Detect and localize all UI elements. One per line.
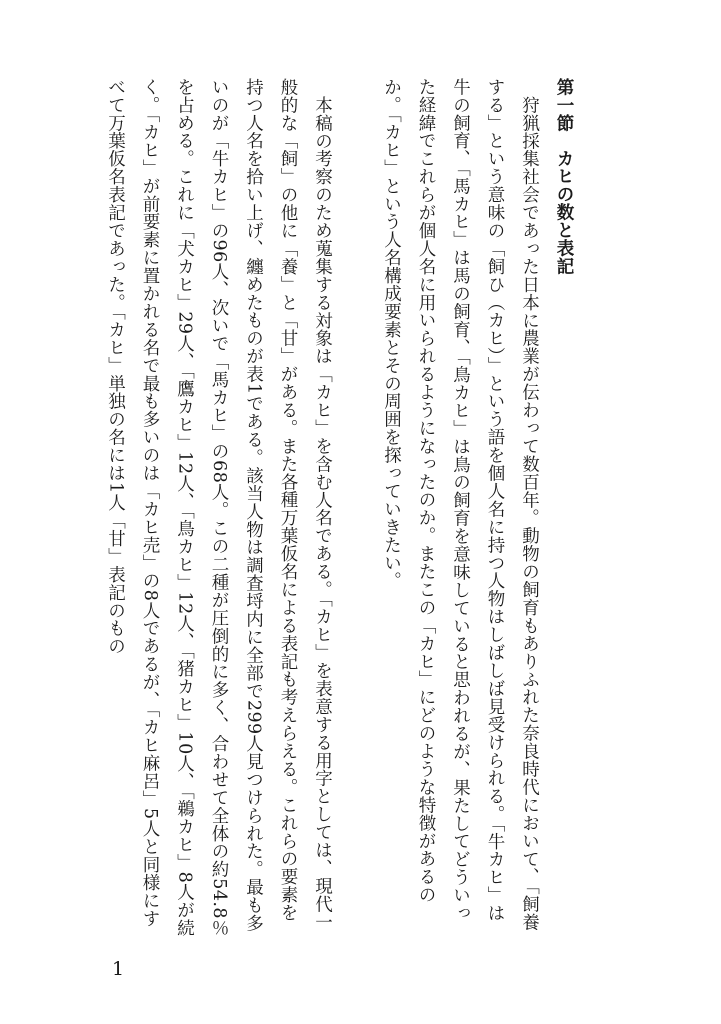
paragraph-spacer [340,78,375,96]
section-number: 第一節 [554,78,574,132]
vertical-text-body [105,78,581,938]
paragraph-intro: 狩猟採集社会であった日本に農業が伝わって数百年。動物の飼育もありふれた奈良時代において、「飼養する」という意味の「飼ひ（カヒ）」という語を個人名に持つ人物はしばしば見受けられる。「牛カヒ」は牛の飼育、「馬カヒ」は馬の飼育、「鳥カヒ」は鳥の飼育を意味していると思われるが、果たしてどういった経緯でこれらが個人名に用いられるようになったのか。またこの「カヒ」にどのような特徴があるのか。「カヒ」という人名構成要素とその周囲を探っていきたい。 [381,78,540,931]
section-title: カヒの数と表記 [554,149,574,276]
section-heading [547,78,582,938]
page-number: 1 [112,958,125,980]
paragraph-collection: 本稿の考察のため蒐集する対象は「カヒ」を含む人名である。「カヒ」を表意する用字としては、現代一般的な「飼」の他に「養」と「甘」がある。また各種万葉仮名による表記も考えらえる。これらの要素を持つ人名を拾い上げ、纏めたものが表1である。該当人物は調査埒内に全部で299人見つけられた。最も多いのが「牛カヒ」の96人、次いで「馬カヒ」の68人。この二種が圧倒的に多く、合わせて全体の約54.8％を占める。これに「犬カヒ」29人、「鷹カヒ」12人、「鳥カヒ」12人、「猪カヒ」10人、「鵜カヒ」8人が続く。「カヒ」が前要素に置かれる名で最も多いのは「カヒ売」の8人であるが、「カヒ麻呂」5人と同様にすべて万葉仮名表記であった。「カヒ」単独の名には1人「甘」表記のもの [105,78,333,938]
